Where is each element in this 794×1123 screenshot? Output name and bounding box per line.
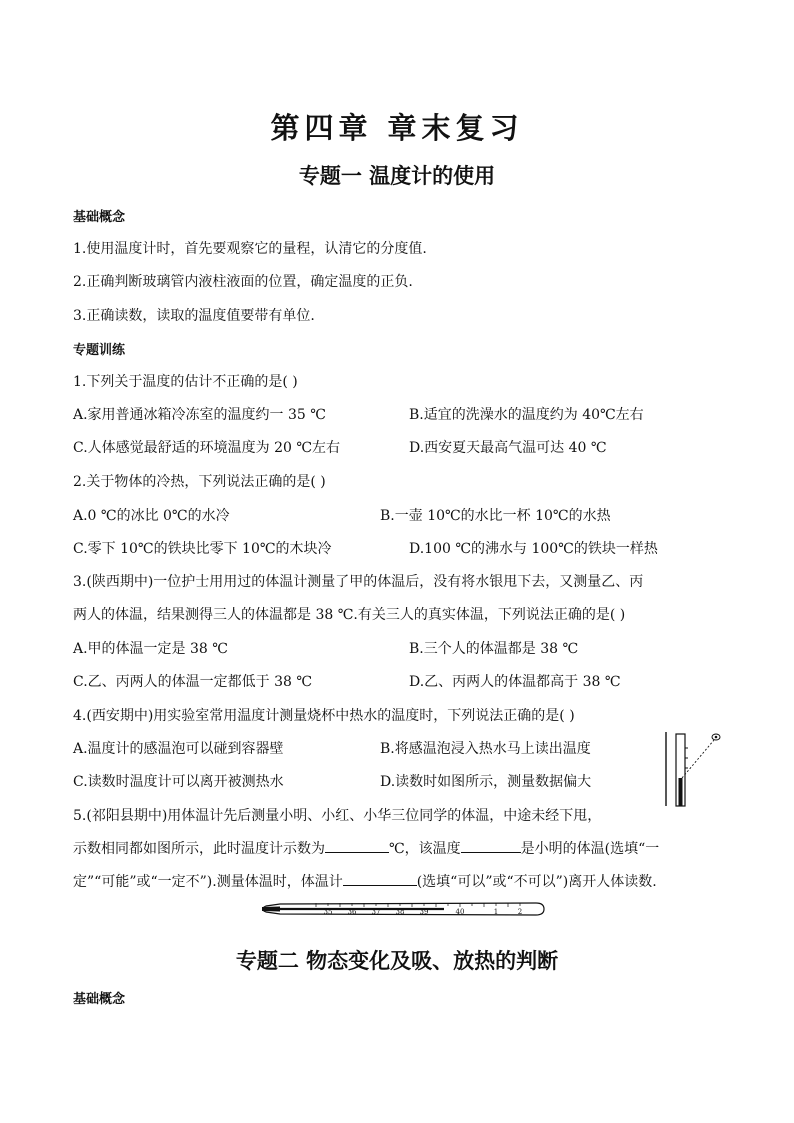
q5-line3-text-a: 定”“可能”或“一定不”).测量体温时，体温计 [73, 874, 343, 890]
q1-option-a: A.家用普通冰箱冷冻室的温度约一 35 ℃ [73, 407, 326, 423]
q5-blank-judgement[interactable] [461, 838, 521, 853]
q1-option-b: B.适宜的洗澡水的温度约为 40℃左右 [409, 407, 644, 423]
q4-option-d: D.读数时如图所示，测量数据偏大 [380, 774, 592, 790]
training-label: 专题训练 [73, 343, 126, 358]
concept-3: 3.正确读数，读取的温度值要带有单位. [73, 308, 315, 324]
tick-36: 36 [347, 908, 357, 916]
q5-blank-reading[interactable] [325, 838, 389, 853]
tick-37: 37 [371, 908, 381, 916]
tick-38: 38 [395, 908, 405, 916]
q4-stem: 4.(西安期中)用实验室常用温度计测量烧杯中热水的温度时，下列说法正确的是( ) [73, 708, 575, 724]
q3-option-b: B.三个人的体温都是 38 ℃ [409, 641, 579, 657]
q2-option-c: C.零下 10℃的铁块比零下 10℃的木块冷 [73, 541, 332, 557]
q3-stem-line2: 两人的体温，结果测得三人的体温都是 38 ℃.有关三人的真实体温，下列说法正确的是( ) [73, 607, 626, 623]
basic-concept-label: 基础概念 [73, 210, 126, 225]
q3-stem-line1: 3.(陕西期中)一位护士用用过的体温计测量了甲的体温后，没有将水银甩下去，又测量乙、丙 [73, 574, 644, 590]
q1-option-d: D.西安夏天最高气温可达 40 ℃ [409, 440, 607, 456]
clinical-thermometer-figure [256, 897, 546, 921]
q2-option-d: D.100 ℃的沸水与 100℃的铁块一样热 [409, 541, 658, 557]
q5-blank-leave-body[interactable] [343, 871, 417, 886]
q5-line2-text-a: 示数相同都如图所示，此时温度计示数为 [73, 841, 325, 857]
q5-line3-text-b: (选填“可以”或“不可以”)离开人体读数. [416, 874, 657, 890]
q3-option-d: D.乙、丙两人的体温都高于 38 ℃ [409, 674, 621, 690]
q1-option-c: C.人体感觉最舒适的环境温度为 20 ℃左右 [73, 440, 341, 456]
concept-1: 1.使用温度计时，首先要观察它的量程，认清它的分度值. [73, 241, 427, 257]
tick-39: 39 [419, 908, 429, 916]
q2-option-a: A.0 ℃的冰比 0℃的水冷 [73, 508, 230, 524]
q5-line2-text-b: ℃，该温度 [389, 841, 461, 857]
q5-line3 [73, 871, 657, 891]
chapter-title: 第四章 章末复习 [270, 111, 524, 145]
tick-40: 40 [455, 908, 465, 916]
tick-42: 2 [517, 908, 523, 916]
q4-option-a: A.温度计的感温泡可以碰到容器壁 [73, 741, 284, 757]
topic2-basic-concept-label: 基础概念 [73, 992, 126, 1007]
q2-option-b: B.一壶 10℃的水比一杯 10℃的水热 [380, 508, 611, 524]
q1-stem: 1.下列关于温度的估计不正确的是( ) [73, 374, 298, 390]
q4-option-c: C.读数时温度计可以离开被测热水 [73, 774, 284, 790]
q2-stem: 2.关于物体的冷热，下列说法正确的是( ) [73, 474, 326, 490]
q5-line2 [73, 838, 659, 858]
q3-option-a: A.甲的体温一定是 38 ℃ [73, 641, 228, 657]
q3-option-c: C.乙、丙两人的体温一定都低于 38 ℃ [73, 674, 313, 690]
q5-line1: 5.(祁阳县期中)用体温计先后测量小明、小红、小华三位同学的体温，中途未经下甩， [73, 808, 602, 824]
q5-line2-text-c: 是小明的体温(选填“一 [520, 841, 660, 857]
tick-35: 35 [323, 908, 333, 916]
topic1-title: 专题一 温度计的使用 [298, 164, 496, 188]
topic2-title: 专题二 物态变化及吸、放热的判断 [235, 949, 559, 973]
q4-option-b: B.将感温泡浸入热水马上读出温度 [380, 741, 591, 757]
tick-41: 1 [493, 908, 499, 916]
concept-2: 2.正确判断玻璃管内液柱液面的位置，确定温度的正负. [73, 274, 413, 290]
lab-thermometer-figure [660, 728, 730, 810]
